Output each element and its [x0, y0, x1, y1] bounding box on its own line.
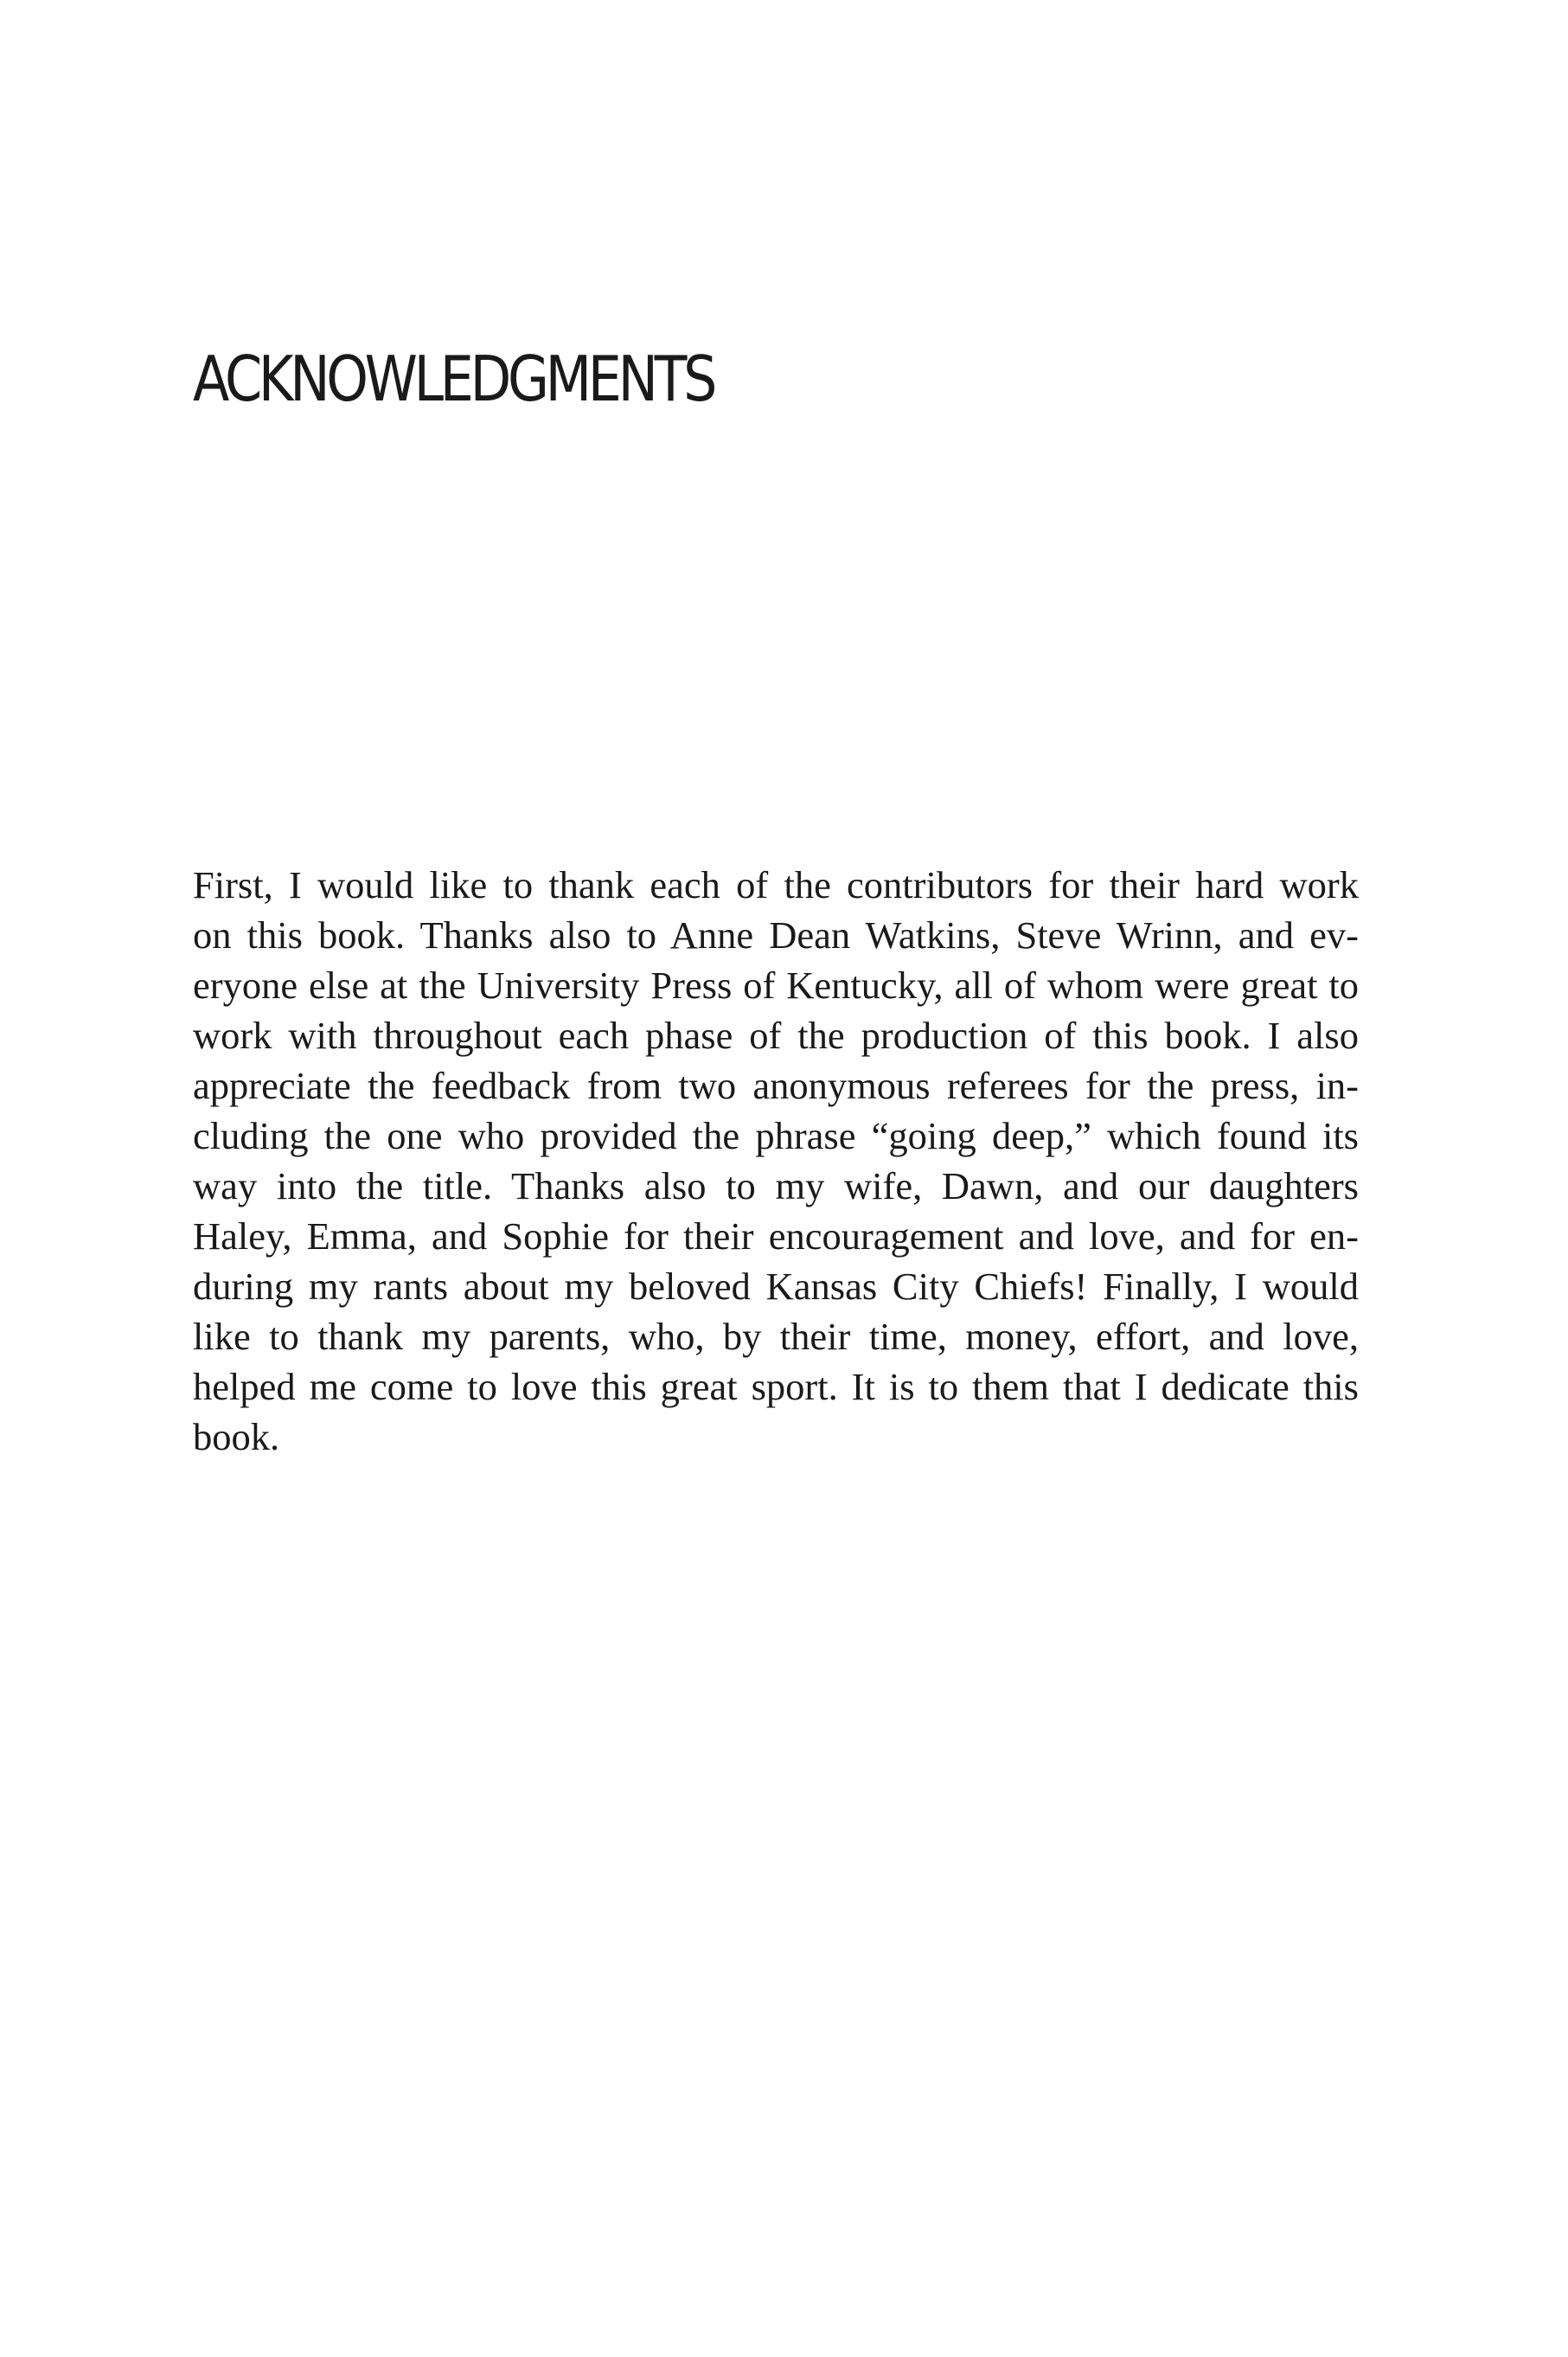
paragraph-line: eryone else at the University Press of Kentucky, all of whom were great to [193, 964, 1359, 1007]
paragraph-line: appreciate the feedback from two anonymous referees for the press, in- [193, 1064, 1359, 1107]
page-heading: ACKNOWLEDGMENTS [193, 343, 714, 415]
paragraph-line: during my rants about my beloved Kansas City Chiefs! Finally, I would [193, 1265, 1359, 1308]
paragraph-line: book. [193, 1415, 280, 1458]
paragraph-line: way into the title. Thanks also to my wife, Dawn, and our daughters [193, 1164, 1359, 1207]
paragraph-line: on this book. Thanks also to Anne Dean Watkins, Steve Wrinn, and ev- [193, 913, 1359, 957]
acknowledgments-paragraph [193, 860, 1359, 1462]
paragraph-line: work with throughout each phase of the production of this book. I also [193, 1014, 1359, 1057]
paragraph-line: First, I would like to thank each of the contributors for their hard work [193, 863, 1359, 906]
paragraph-line: helped me come to love this great sport. It is to them that I dedicate this [193, 1365, 1359, 1408]
paragraph-line: cluding the one who provided the phrase “going deep,” which found its [193, 1114, 1359, 1157]
paragraph-line: Haley, Emma, and Sophie for their encouragement and love, and for en- [193, 1214, 1359, 1258]
paragraph-line: like to thank my parents, who, by their time, money, effort, and love, [193, 1315, 1359, 1358]
